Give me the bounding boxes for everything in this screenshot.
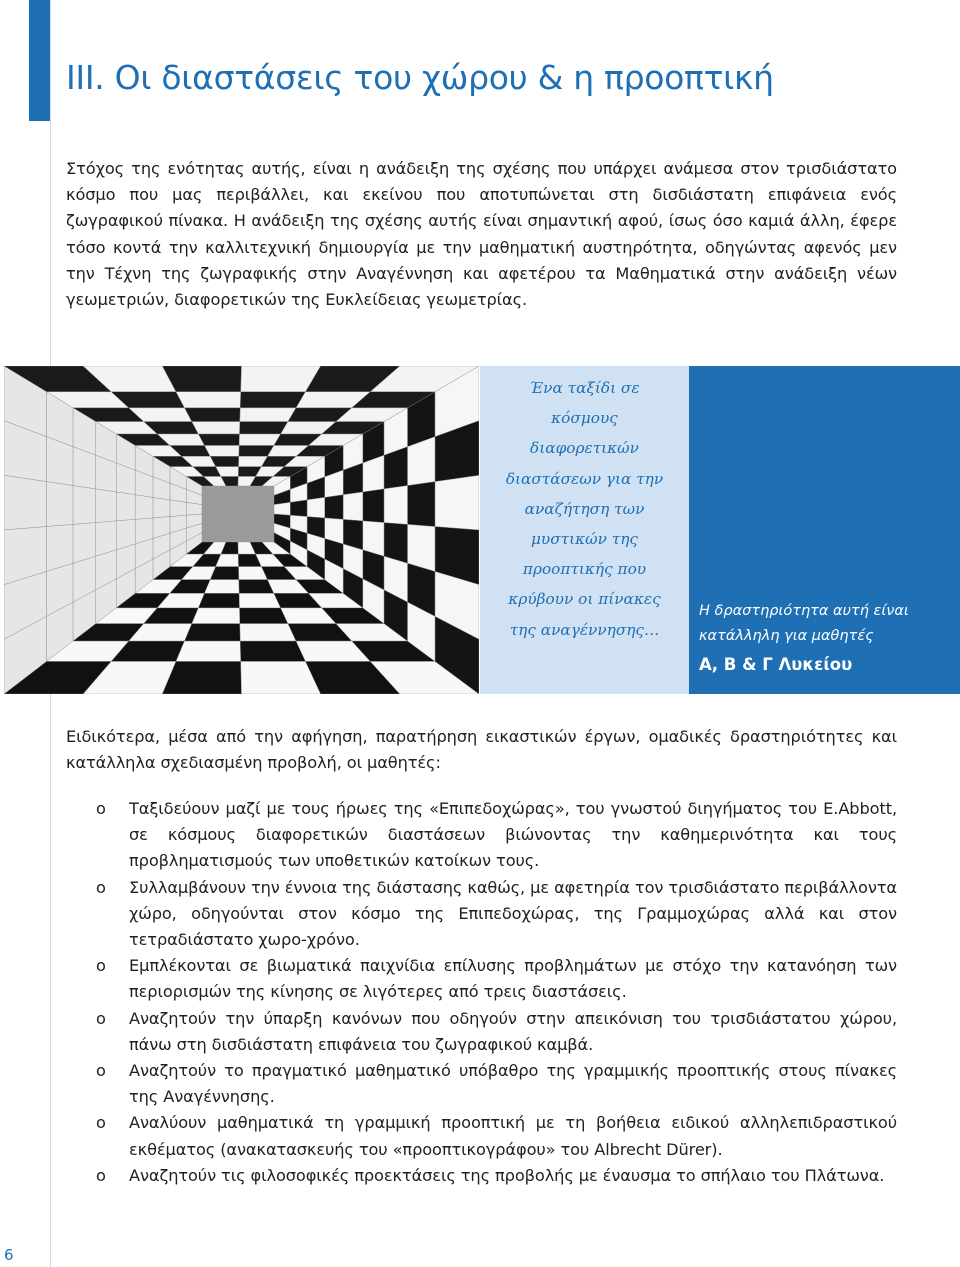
right-wall-tile	[407, 482, 434, 527]
quote-line: κρύβουν οι πίνακες	[508, 590, 661, 609]
ceiling-tile	[198, 434, 239, 445]
quote-line: κόσμους	[551, 409, 618, 428]
quote-line: της αναγέννησης…	[509, 620, 660, 639]
left-wall-panel	[186, 502, 202, 515]
ceiling-tile	[239, 434, 280, 445]
quote-line: Ένα ταξίδι σε	[529, 379, 640, 397]
ceiling-tile	[240, 422, 288, 434]
quote-line: αναζήτηση των	[524, 499, 645, 518]
floor-tile	[192, 608, 240, 624]
right-wall-tile	[363, 489, 384, 523]
corridor-end-wall	[202, 486, 274, 542]
list-item	[96, 796, 897, 875]
list-item-text: Αναζητούν το πραγματικό μαθηματικό υπόβαθρο της γραμμικής προοπτικής στους πίνακες της Αναγέννησης.	[129, 1061, 897, 1107]
right-wall-tile	[290, 500, 307, 517]
floor-tile	[176, 641, 241, 661]
floor-tile	[162, 661, 241, 694]
left-wall-panel	[47, 482, 74, 527]
list-item-text: Αναζητούν την ύπαρξη κανόνων που οδηγούν στην απεικόνιση του τρισδιάστατου χώρου, πάνω στη δισδιάστατη επιφάνεια του ζωγραφικού καμβά.	[129, 1008, 897, 1054]
left-wall-panel	[4, 475, 47, 530]
bullet-marker: o	[96, 1008, 106, 1028]
left-wall-panel	[153, 497, 170, 518]
floor-tile	[185, 624, 241, 641]
activities-intro: Ειδικότερα, μέσα από την αφήγηση, παρατήρηση εικαστικών έργων, ομαδικές δραστηριότητες και κατάλληλα σχεδιασμένη προβολή, οι μαθητές:	[66, 727, 897, 773]
right-wall-tile	[435, 475, 479, 530]
list-item	[96, 1006, 897, 1058]
list-item	[96, 1058, 897, 1110]
ceiling-tile	[240, 408, 296, 422]
floor-tile	[205, 580, 240, 594]
left-wall-panel	[96, 489, 116, 523]
right-wall-tile	[343, 492, 363, 521]
ceiling-tile	[176, 392, 241, 408]
quote-line: μυστικών της	[530, 530, 638, 549]
list-item-text: Εμπλέκονται σε βιωματικά παιχνίδια επίλυσης προβλημάτων με στόχο την κατανόηση των περιορισμών της κίνησης σε λιγότερες από τρεις διαστάσεις.	[129, 956, 897, 1002]
side-accent-block	[29, 0, 50, 121]
ceiling-tile	[162, 366, 241, 392]
list-item	[96, 1163, 897, 1189]
audience-note	[699, 599, 909, 649]
right-wall-tile	[325, 495, 343, 520]
left-wall-panel	[73, 486, 96, 525]
list-item-text: Συλλαμβάνουν την έννοια της διάστασης καθώς, με αφετηρία τον τρισδιάστατο περιβάλλοντα χώρο, οδηγούνται στον κόσμο της Επιπεδοχώρας, της Γραμμοχώρας αλλά και στον τετραδιάστατο χωρο-χρόνο.	[129, 877, 897, 950]
bullet-marker: o	[96, 1061, 106, 1081]
bullet-marker: o	[96, 877, 106, 897]
list-item	[96, 875, 897, 954]
audience-note-line-1: Η δραστηριότητα αυτή είναι	[699, 603, 909, 619]
ceiling-tile	[205, 446, 240, 457]
list-item-text: Αναζητούν τις φιλοσοφικές προεκτάσεις της προβολής με έναυσμα το σπήλαιο του Πλάτωνα.	[129, 1165, 885, 1185]
list-item-text: Αναλύουν μαθηματικά τη γραμμική προοπτική με τη βοήθεια ειδικού αλληλεπιδραστικού εκθέματος (ανακατασκευής του «προοπτικογράφου» του Albrecht Dürer).	[129, 1113, 897, 1159]
ceiling-tile	[192, 422, 240, 434]
right-wall-tile	[274, 502, 290, 515]
floor-tile	[240, 641, 305, 661]
list-item-text: Ταξιδεύουν μαζί με τους ήρωες της «Επιπεδοχώρας», του γνωστού διηγήματος του E.Abbott, σε κόσμους διαφορετικών διαστάσεων βιώνοντας την καθημερινότητα και τους προβληματισμούς των υποθετικών κατοίκων τους.	[129, 799, 897, 871]
floor-tile	[240, 608, 288, 624]
floor-tile	[198, 593, 239, 608]
quote-box	[480, 366, 689, 694]
right-wall-tile	[384, 486, 407, 525]
perspective-corridor-image	[4, 366, 479, 694]
ceiling-tile	[240, 392, 305, 408]
ceiling-tile	[185, 408, 241, 422]
activities-list	[96, 796, 897, 1189]
left-wall-panel	[170, 500, 186, 517]
page-title: ΙΙΙ. Οι διαστάσεις του χώρου & η προοπτική	[66, 58, 774, 97]
page-number: 6	[4, 1246, 14, 1264]
quote-line: προοπτικής που	[522, 560, 647, 579]
floor-tile	[240, 624, 296, 641]
audience-note-line-2: κατάλληλη για μαθητές	[699, 628, 874, 644]
grade-levels: Α, Β & Γ Λυκείου	[699, 655, 853, 674]
left-wall-panel	[116, 492, 135, 521]
bullet-marker: o	[96, 1165, 106, 1185]
intro-paragraph: Στόχος της ενότητας αυτής, είναι η ανάδειξη της σχέσης που υπάρχει ανάμεσα στον τρισδιάστατο κόσμο που μας περιβάλλει, και εκείνου που αποτυπώνεται στη δισδιάστατη επιφάνεια ενός ζωγραφικού πίνακα. Η ανάδειξη της σχέσης αυτής είναι σημαντική αφού, ίσως όσο καμιά άλλη, έφερε τόσο κοντά την καλλιτεχνική δημιουργία με την μαθηματική αυστηρότητα, οδηγώντας αφενός μεν την Τέχνη της ζωγραφικής στην Αναγέννηση και αφετέρου τα Μαθηματικά στην ανάδειξη νέων γεωμετριών, διαφορετικών της Ευκλείδειας γεωμετρίας.	[66, 159, 897, 310]
bullet-marker: o	[96, 799, 106, 818]
quote-line: διαφορετικών	[530, 439, 639, 458]
list-item	[96, 953, 897, 1005]
info-box	[689, 366, 960, 694]
floor-tile	[239, 593, 280, 608]
list-item	[96, 1110, 897, 1162]
right-wall-tile	[307, 497, 325, 518]
bullet-marker: o	[96, 1113, 106, 1133]
left-wall-panel	[135, 495, 153, 520]
quote-line: διαστάσεων για την	[505, 469, 664, 488]
bullet-marker: o	[96, 956, 106, 976]
